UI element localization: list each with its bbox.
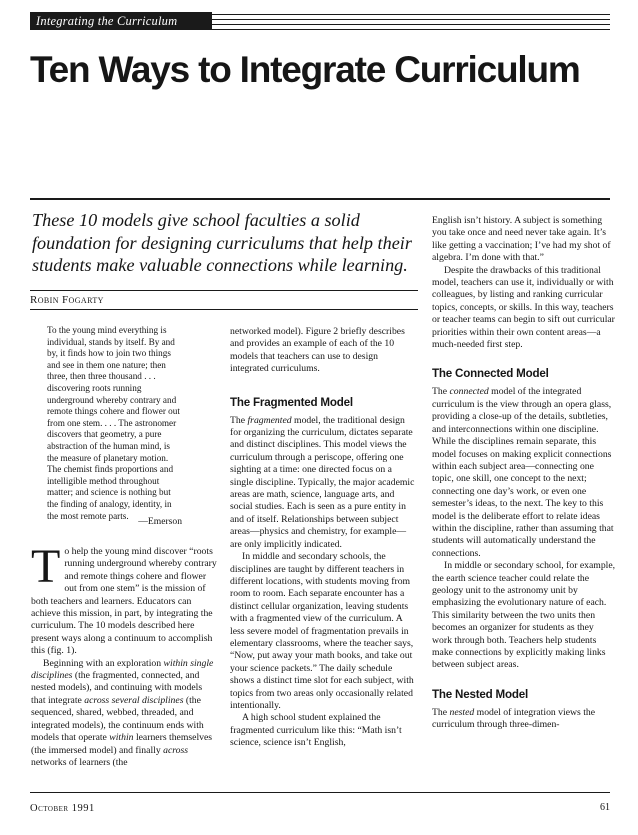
header-rule	[212, 19, 610, 20]
footer-rule	[30, 792, 610, 793]
body-paragraph: English isn’t history. A subject is something you take once and need never take again. It’s like getting a vaccination; I’ve had my shot of algebra. I’m done with that.”	[432, 215, 611, 264]
byline-rule	[30, 309, 418, 310]
body-paragraph: The nested model of integration views the curriculum through three-dimen-	[432, 706, 596, 731]
section-heading-nested: The Nested Model	[432, 687, 529, 701]
section-label: Integrating the Curriculum	[30, 12, 212, 30]
page-number: 61	[600, 802, 610, 813]
section-heading-connected: The Connected Model	[432, 367, 549, 381]
column-1	[31, 540, 217, 769]
intro-paragraph: To help the young mind discover “roots running underground whereby contrary and remote things cohere and flower out from one stem” is the mission of both teachers and learners. Educators can achieve this mission, in part, by integrating the curriculum. The 10 models described here present ways along a continuum to accomplish this (fig. 1).	[31, 540, 217, 657]
body-paragraph: A high school student explained the fragmented curriculum like this: “Math isn’t science, science isn’t English,	[230, 712, 402, 749]
body-paragraph: Despite the drawbacks of this traditional model, teachers can use it, individually or with colleagues, by listing and ranking curricular topics, concepts, or skills. In this way, teachers or teacher teams can begin to sift out curricular priorities within their own content areas—a much-needed first step.	[432, 264, 615, 351]
epigraph-source: —Emerson	[138, 516, 182, 527]
column-3	[432, 215, 616, 732]
article-title: Ten Ways to Integrate Curriculum	[30, 49, 580, 90]
article-lede: These 10 models give school faculties a solid foundation for designing curriculums that help their students make valuable connections while learning.	[32, 210, 412, 275]
header-rule	[212, 14, 610, 15]
header-rule	[212, 24, 610, 25]
author-byline: Robin Fogarty	[30, 294, 104, 306]
section-header-bar	[30, 12, 610, 30]
column-2	[230, 326, 416, 750]
issue-date: October 1991	[30, 803, 95, 814]
epigraph-quote: To the young mind everything is individual, stands by itself. By and by, it finds how to join two things and see in them one nature; then three, then three thousand . . . discovering roots running underground whereby contrary and remote things cohere and flower out from one stem. . . . The astronomer discovers that geometry, a pure abstraction of the human mind, is the measure of planetary motion. The chemist finds proportions and intelligible method throughout matter; and science is nothing but the finding of analogy, identity, in the most remote parts.	[47, 325, 180, 521]
byline-rule	[30, 290, 418, 291]
header-rule	[212, 29, 610, 30]
body-paragraph: The fragmented model, the traditional design for organizing the curriculum, dictates separate and distinct disciplines. This model views the curriculum through a periscope, offering one sighting at a time: one directed focus on a single discipline. Typically, the major academic areas are math, science, language arts, and social studies. Each is seen as a pure entity in and of itself. Relationships between subject areas—physics and chemistry, for example—are only implicitly indicated.	[230, 414, 415, 550]
drop-cap: T	[31, 540, 61, 593]
body-paragraph: In middle or secondary school, for example, the earth science teacher could relate the geology unit to the astronomy unit by emphasizing the evolutionary nature of each. This similarity between the two units then becomes an organizer for students as they work through both. Teachers help students make connections by explicitly making links between subject areas.	[432, 560, 616, 671]
section-heading-fragmented: The Fragmented Model	[230, 395, 353, 409]
body-paragraph: networked model). Figure 2 briefly describes and provides an example of each of the 10 models that teachers can use to design integrated curriculums.	[230, 326, 405, 375]
body-paragraph: The connected model of the integrated curriculum is the view through an opera glass, providing a close-up of the details, subtleties, and interconnections within one discipline. While the disciplines remain separate, this model focuses on making explicit connections within each subject area—connecting one topic, one skill, one concept to the next; connecting one day’s work, or even one semester’s ideas, to the next. The key to this model is the deliberate effort to relate ideas within the discipline, rather than assuming that students will automatically understand the connections.	[432, 386, 614, 559]
body-paragraph: Beginning with an exploration within single disciplines (the fragmented, connected, and nested models), and continuing with models that integrate across several disciplines (the sequenced, shared, webbed, threaded, and integrated models), the continuum ends with models that operate within learners themselves (the immersed model) and finally across networks of learners (the	[31, 657, 214, 768]
body-paragraph: In middle and secondary schools, the disciplines are taught by different teachers in different locations, with students moving from room to room. Each separate encounter has a distinct cellular organization, leaving students with a fragmented view of the curriculum. A less severe model of fragmentation prevails in elementary classrooms, where the teacher says, “Now, put away your math books, and take out your science packets.” The daily schedule shows a distinct time slot for each subject, with topics from two areas only occasionally related intentionally.	[230, 551, 414, 711]
title-divider	[30, 198, 610, 200]
